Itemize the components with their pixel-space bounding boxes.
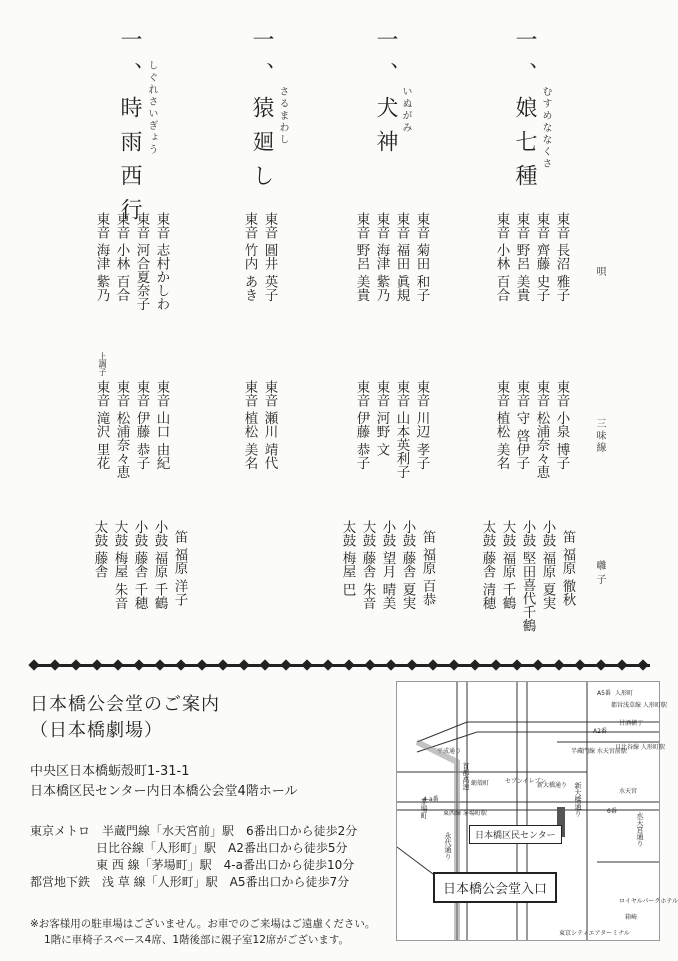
map-label: 東西線 茅場町駅 bbox=[443, 810, 487, 817]
role-label-shamisen: 三味線 bbox=[594, 418, 605, 454]
divider-diamond bbox=[196, 659, 207, 670]
map-label: 茅場町 bbox=[420, 798, 428, 819]
divider-diamond bbox=[574, 659, 585, 670]
map-label: A5番 bbox=[597, 690, 611, 697]
info-heading: 日本橋公会堂のご案内 bbox=[30, 694, 220, 715]
divider-diamond bbox=[280, 659, 291, 670]
performer: 東音 植松 美名 bbox=[493, 380, 510, 470]
piece-ruby: むすめななくさ bbox=[540, 86, 551, 170]
performer: 小鼓 藤舎 夏実 bbox=[399, 520, 416, 610]
performer: 東音 小林 百合 bbox=[493, 212, 510, 302]
performer: 小鼓 福原 夏実 bbox=[539, 520, 556, 610]
map-entrance-label: 日本橋公会堂入口 bbox=[433, 872, 557, 903]
map-label: 4-a番 bbox=[423, 796, 439, 803]
performer: 小鼓 堅田喜代千鶴 bbox=[519, 520, 536, 633]
divider-diamond bbox=[217, 659, 228, 670]
divider-diamond bbox=[238, 659, 249, 670]
divider-diamond bbox=[301, 659, 312, 670]
map-label: 人形町 bbox=[615, 690, 634, 697]
piece-title: 一、猿廻し bbox=[249, 28, 274, 198]
divider-diamond bbox=[406, 659, 417, 670]
performer: 東音 長沼 雅子 bbox=[553, 212, 570, 302]
divider-diamond bbox=[364, 659, 375, 670]
performer: 太鼓 藤舎 清穂 bbox=[479, 520, 496, 610]
performer: 大鼓 福原 千鶴 bbox=[499, 520, 516, 610]
map-label: 水天宮 bbox=[619, 788, 638, 795]
performer: 東音 瀬川 靖代 bbox=[261, 380, 278, 470]
piece-title: 一、犬神 bbox=[373, 28, 398, 164]
divider-diamond bbox=[511, 659, 522, 670]
piece-ruby: いぬがみ bbox=[400, 86, 411, 134]
map-label: 水天宮通り bbox=[636, 812, 644, 847]
transit-line: 日比谷線「人形町」駅 A2番出口から徒歩5分 bbox=[96, 841, 348, 855]
performer: 東音 河野 文 bbox=[373, 380, 390, 457]
map-label: A2番 bbox=[593, 728, 607, 735]
transit-line: 東京メトロ 半蔵門線「水天宮前」駅 6番出口から徒歩2分 bbox=[30, 824, 358, 838]
performer: 東音 齊藤 史子 bbox=[533, 212, 550, 302]
performer: 小鼓 藤舎 千穂 bbox=[131, 520, 148, 610]
map-label: 箱崎 bbox=[625, 914, 638, 921]
piece-ruby: しぐれさいぎょう bbox=[146, 60, 157, 156]
piece-ruby: さるまわし bbox=[277, 86, 288, 146]
note: 1階に車椅子スペース4席、1階後部に親子室12席がございます。 bbox=[44, 934, 350, 946]
performer: 太鼓 梅屋 巴 bbox=[339, 520, 356, 597]
map-label: 都営浅草線 人形町駅 bbox=[611, 702, 667, 709]
piece-title: 一、娘七種 bbox=[512, 28, 537, 198]
performer: 東音 守 啓伊子 bbox=[513, 380, 530, 470]
divider-diamond bbox=[112, 659, 123, 670]
performer: 東音 松浦奈々恵 bbox=[533, 380, 550, 479]
map-label: ロイヤルパークホテル bbox=[619, 898, 678, 905]
performer: 東音 植松 美名 bbox=[241, 380, 258, 470]
map-label: 永代通り bbox=[444, 832, 452, 860]
piece-title: 一、時雨西行 bbox=[117, 28, 142, 232]
performer: 笛 福原 百恭 bbox=[419, 530, 436, 607]
performer: 東音 伊藤 恭子 bbox=[353, 380, 370, 470]
divider-diamond bbox=[70, 659, 81, 670]
transit-line: 都営地下鉄 浅 草 線「人形町」駅 A5番出口から徒歩7分 bbox=[30, 875, 350, 889]
performer: 東音 福田 眞規 bbox=[393, 212, 410, 302]
performer: 大鼓 梅屋 朱音 bbox=[111, 520, 128, 610]
performer: 東音 野呂 美貴 bbox=[513, 212, 530, 302]
divider-diamond bbox=[154, 659, 165, 670]
performer: 東音 菊田 和子 bbox=[413, 212, 430, 302]
performer: 東音 山口 由紀 bbox=[153, 380, 170, 470]
info-subheading: （日本橋劇場） bbox=[30, 720, 163, 741]
divider-diamond bbox=[91, 659, 102, 670]
divider-diamond bbox=[133, 659, 144, 670]
divider-diamond bbox=[385, 659, 396, 670]
performer: 小鼓 望月 晴美 bbox=[379, 520, 396, 610]
map-label: 首都高速 bbox=[462, 762, 470, 790]
performer: 笛 福原 徹秋 bbox=[559, 530, 576, 607]
note: ※お客様用の駐車場はございません。お車でのご来場はご遠慮ください。 bbox=[30, 918, 376, 930]
divider-diamond bbox=[175, 659, 186, 670]
divider-diamond bbox=[532, 659, 543, 670]
performer: 小鼓 福原 千鶴 bbox=[151, 520, 168, 610]
divider-diamond bbox=[553, 659, 564, 670]
performer: 太鼓 藤舎 bbox=[91, 520, 108, 579]
transit-line: 東 西 線「茅場町」駅 4-a番出口から徒歩10分 bbox=[96, 858, 355, 872]
performer: 東音 河合夏奈子 bbox=[133, 212, 150, 311]
performer: 東音 志村かしわ bbox=[153, 212, 170, 311]
performer: 東音 松浦奈々恵 bbox=[113, 380, 130, 479]
divider-diamond bbox=[637, 659, 648, 670]
performer: 東音 海津 紫乃 bbox=[373, 212, 390, 302]
performer: 東音 伊藤 恭子 bbox=[133, 380, 150, 470]
performer: 東音 滝沢 里花 bbox=[93, 380, 110, 470]
map-label: 6番 bbox=[607, 808, 617, 815]
divider-diamond bbox=[28, 659, 39, 670]
map-label: 甘酒横丁 bbox=[619, 720, 644, 727]
performer: 笛 福原 洋子 bbox=[171, 530, 188, 607]
performer: 東音 野呂 美貴 bbox=[353, 212, 370, 302]
performer: 東音 圓井 英子 bbox=[261, 212, 278, 302]
map-label: 東京シティエアターミナル bbox=[559, 930, 630, 937]
map-label: セブンイレブン bbox=[505, 778, 547, 785]
divider-diamond bbox=[616, 659, 627, 670]
map-label: 新大橋通り bbox=[537, 782, 568, 789]
divider-diamond bbox=[49, 659, 60, 670]
uwajoshi-label: 上調子 bbox=[98, 352, 107, 376]
map-label: 新大橋通り bbox=[574, 782, 582, 817]
map-label: 日比谷線 人形町駅 bbox=[615, 744, 665, 751]
performer: 東音 小泉 博子 bbox=[553, 380, 570, 470]
divider-diamond bbox=[427, 659, 438, 670]
divider-diamond bbox=[343, 659, 354, 670]
performer: 東音 小林 百合 bbox=[113, 212, 130, 302]
address: 中央区日本橋蛎殻町1-31-1 bbox=[30, 764, 190, 779]
map-label: 平成通り bbox=[437, 748, 462, 755]
building: 日本橋区民センター内日本橋公会堂4階ホール bbox=[30, 784, 298, 799]
performer: 東音 海津 紫乃 bbox=[93, 212, 110, 302]
divider-diamond bbox=[490, 659, 501, 670]
divider-diamond bbox=[259, 659, 270, 670]
divider-diamond bbox=[448, 659, 459, 670]
performer: 大鼓 藤舎 朱音 bbox=[359, 520, 376, 610]
role-label-vocal: 唄 bbox=[594, 266, 605, 296]
divider bbox=[30, 661, 650, 673]
performer: 東音 山本英利子 bbox=[393, 380, 410, 479]
role-label-hayashi: 囃子 bbox=[594, 560, 605, 588]
performer: 東音 竹内 あき bbox=[241, 212, 258, 302]
divider-diamond bbox=[469, 659, 480, 670]
divider-diamond bbox=[595, 659, 606, 670]
map-label: 蛎殻町 bbox=[471, 780, 490, 787]
access-map bbox=[396, 681, 678, 941]
performer: 東音 川辺 孝子 bbox=[413, 380, 430, 470]
map-label: 半蔵門線 水天宮前駅 bbox=[571, 748, 627, 755]
map-center-label: 日本橋区民センター bbox=[469, 825, 562, 844]
divider-diamond bbox=[322, 659, 333, 670]
